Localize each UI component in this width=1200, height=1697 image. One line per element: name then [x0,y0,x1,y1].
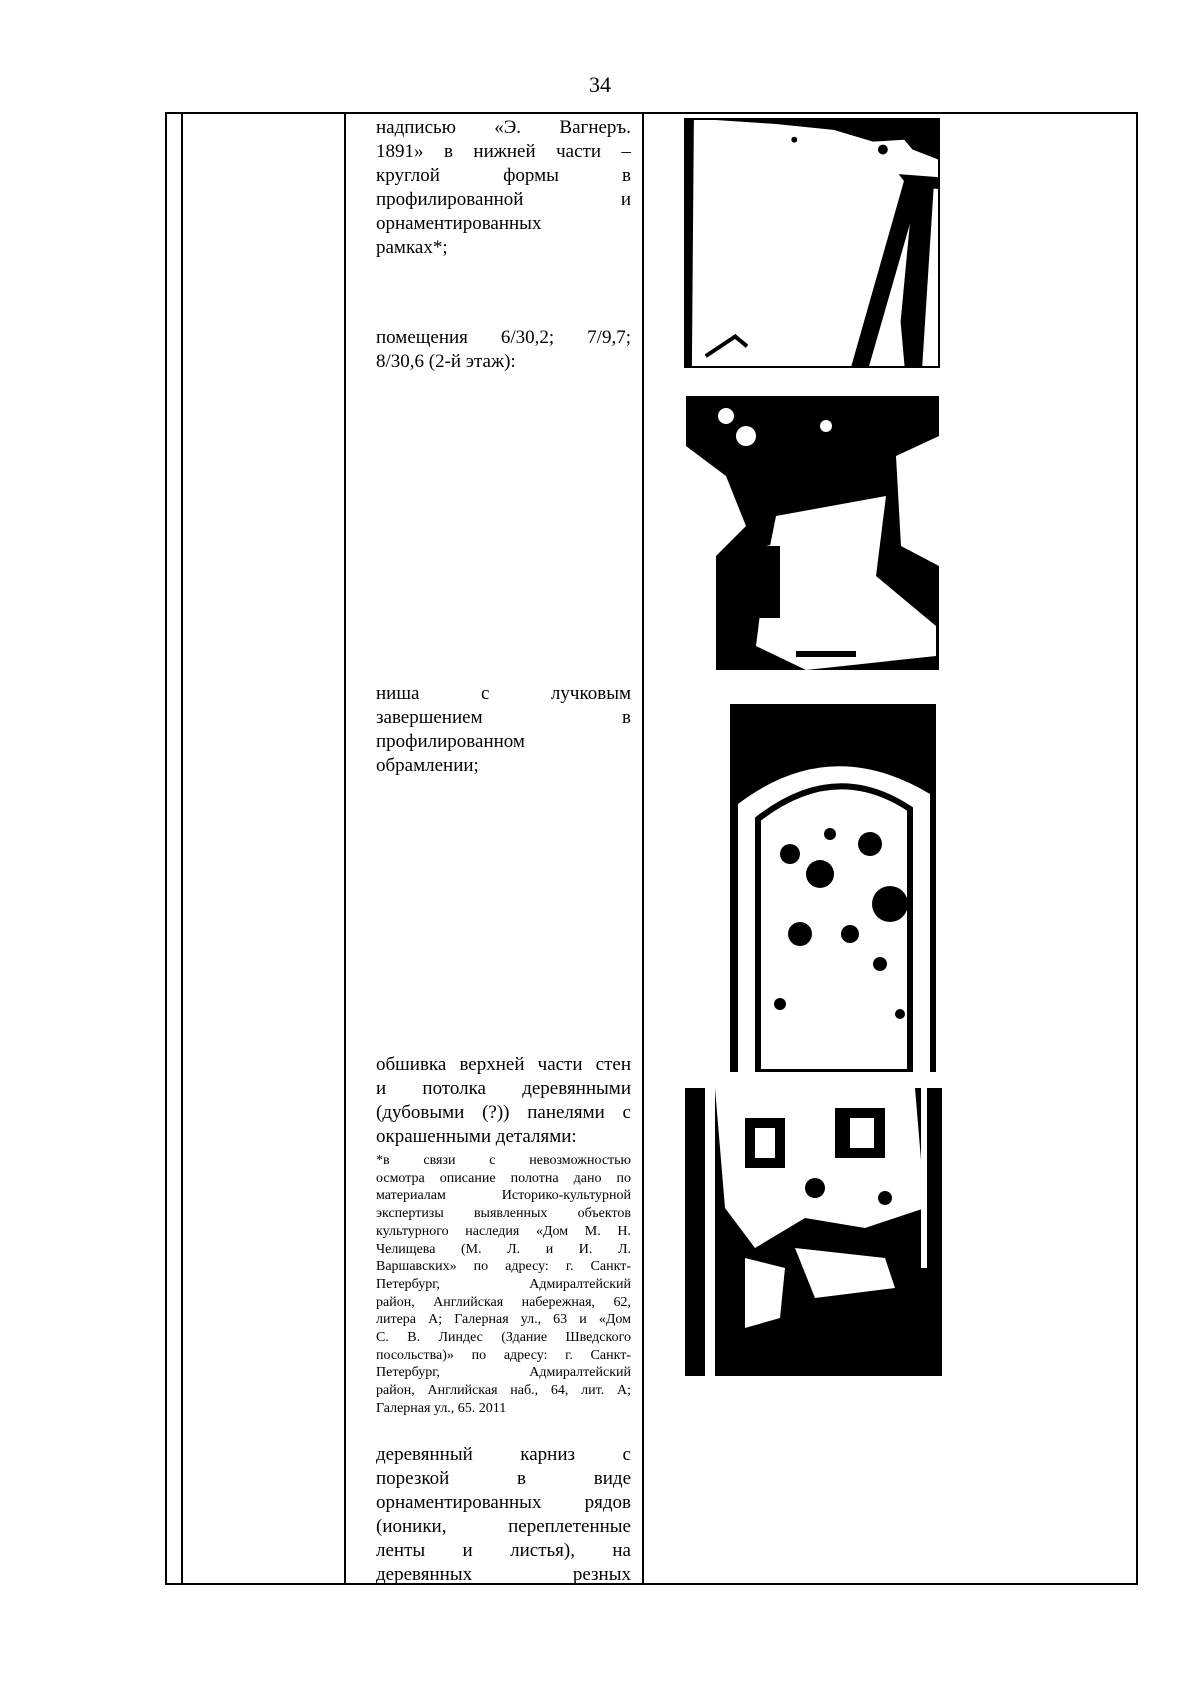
text-line: орнаментированных рядов [376,1492,631,1513]
text-line: осмотра описание полотна дано по [376,1170,631,1186]
text-line: Петербург, Адмиралтейский [376,1276,631,1292]
description-paneling [376,1053,631,1149]
text-line: экспертизы выявленных объектов [376,1206,631,1222]
footnote [376,1152,631,1418]
text-line: Галерная ул., 65. 2011 [376,1400,507,1416]
text-line: ниша с лучковым [376,683,631,704]
text-line: 1891» в нижней части – [376,141,631,162]
column-divider-2 [344,114,346,1583]
text-line: посольства)» по адресу: г. Санкт- [376,1347,631,1363]
arched-niche-photo [730,704,936,1072]
text-line: профилированной и [376,189,631,210]
text-line: район, Английская набережная, 62, [376,1294,631,1310]
text-line: *в связи с невозможностью [376,1153,631,1168]
text-line: район, Английская наб., 64, лит. А; [376,1383,631,1399]
text-line: и потолка деревянными [376,1078,631,1099]
text-line: рамках*; [376,237,448,258]
inventory-table [165,112,1138,1585]
text-line: помещения 6/30,2; 7/9,7; [376,327,631,348]
painted-ceiling-frame-photo [684,118,940,368]
text-line: (дубовыми (?)) панелями с [376,1102,631,1123]
text-line: литера А; Галерная ул., 63 и «Дом [376,1312,631,1328]
column-divider-3 [642,114,644,1583]
text-line: завершением в [376,707,631,728]
text-line: (ионики, переплетенные [376,1516,631,1537]
wood-paneled-interior-photo [685,1088,942,1376]
text-line: порезкой в виде [376,1468,631,1489]
text-line: Варшавских» по адресу: г. Санкт- [376,1259,631,1275]
text-line: материалам Историко-культурной [376,1188,631,1204]
text-line: надписью «Э. Вагнеръ. [376,117,631,138]
text-line: деревянный карниз с [376,1444,631,1465]
text-line: круглой формы в [376,165,631,186]
page-number: 34 [589,72,611,97]
text-line: профилированном [376,731,525,752]
text-line: деревянных резных [376,1564,631,1585]
text-line: культурного наследия «Дом М. Н. [376,1223,631,1239]
description-niche [376,682,631,778]
text-line: ленты и листья), на [376,1540,631,1561]
text-line: обшивка верхней части стен [376,1054,631,1075]
text-line: обрамлении; [376,755,479,776]
text-line: Челищева (М. Л. и И. Л. [376,1241,631,1257]
column-divider-1 [181,114,183,1583]
description-cornice [376,1443,631,1587]
text-line: орнаментированных [376,213,542,234]
description-inscription [376,116,631,260]
text-line: Петербург, Адмиралтейский [376,1365,631,1381]
description-rooms [376,326,631,374]
text-line: С. В. Линдес (Здание Шведского [376,1330,631,1346]
text-line: окрашенными деталями: [376,1126,577,1147]
text-line: 8/30,6 (2-й этаж): [376,351,516,372]
corner-cornice-photo [686,396,939,670]
